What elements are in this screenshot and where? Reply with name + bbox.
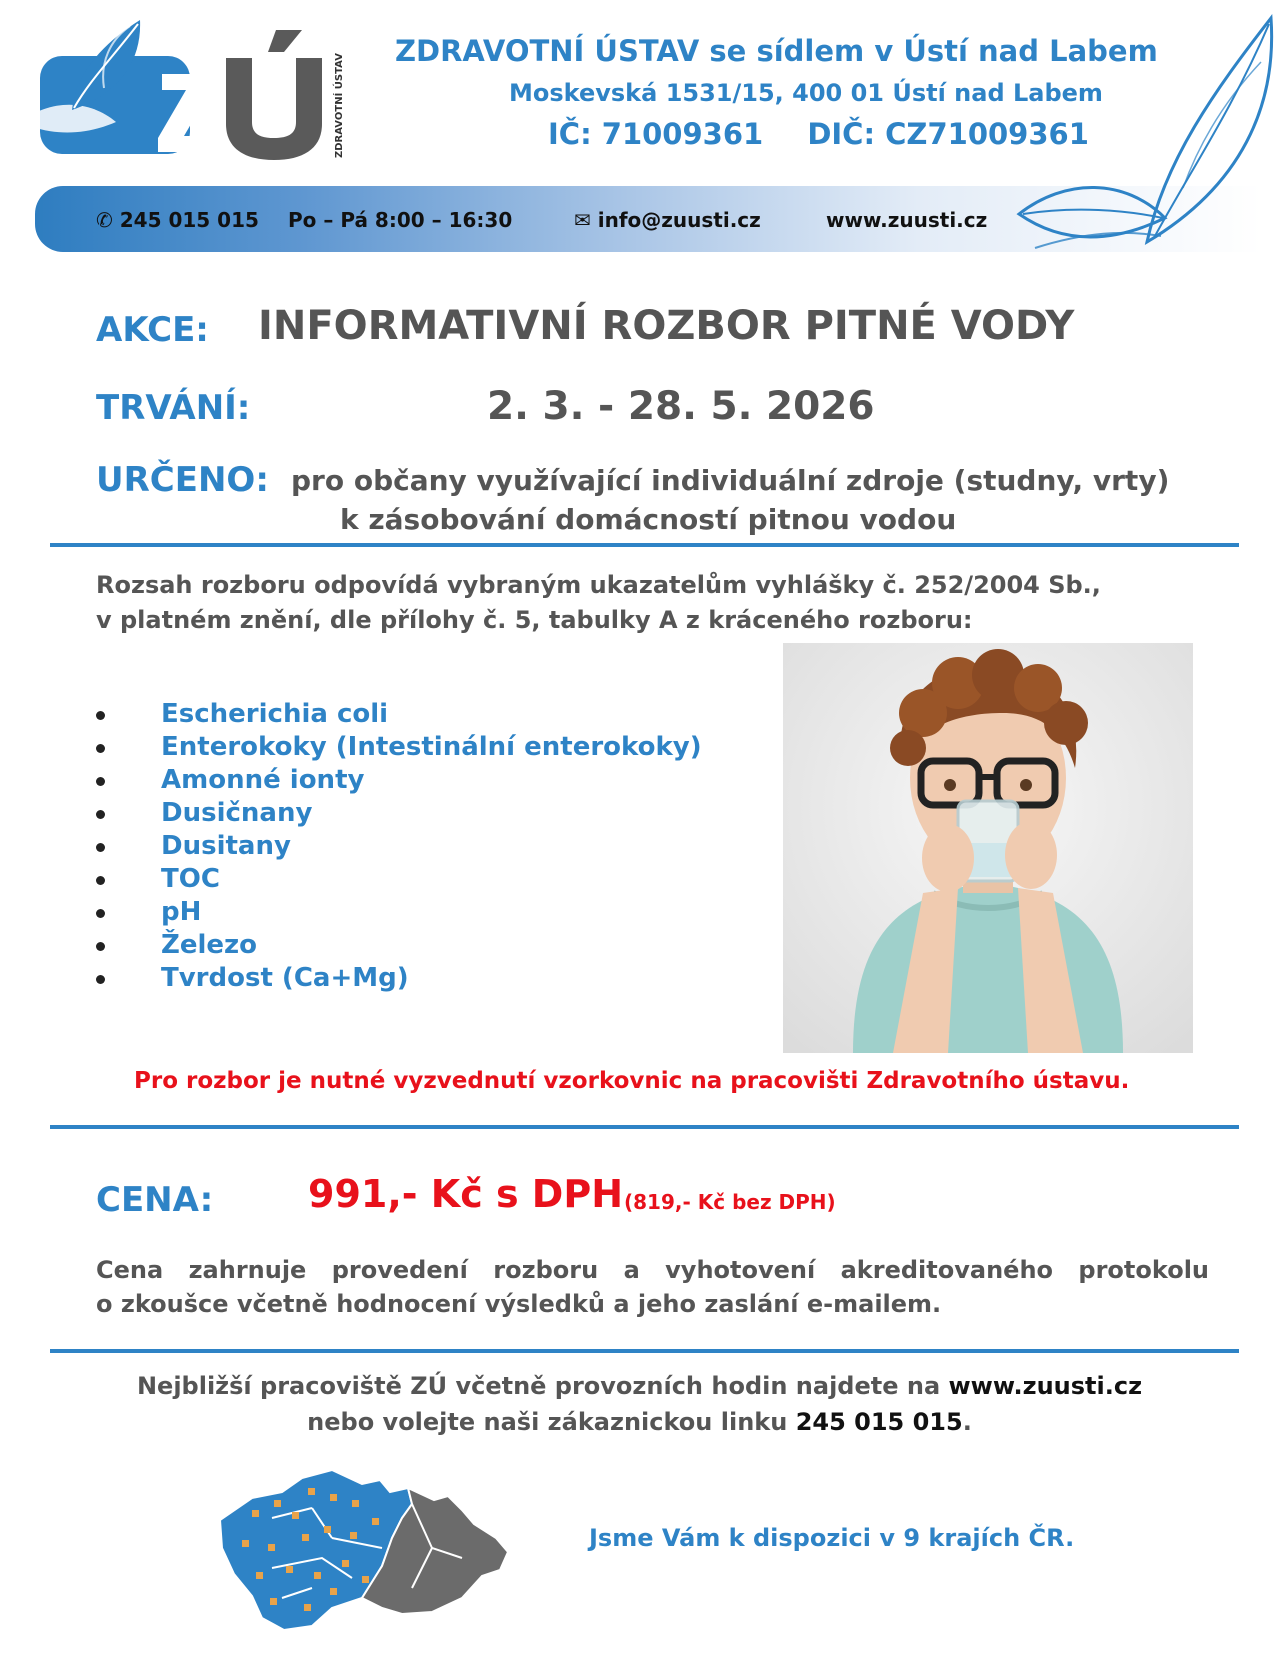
child-drinking-water-photo bbox=[783, 643, 1193, 1053]
contact-email[interactable] bbox=[574, 208, 761, 232]
price-description-line1: Cena zahrnuje provedení rozboru a vyhotovení akreditovaného protokolu bbox=[96, 1256, 1209, 1284]
footer-text: . bbox=[962, 1408, 972, 1436]
zu-logo bbox=[12, 18, 352, 166]
footer-text: nebo volejte naši zákaznickou linku bbox=[307, 1408, 796, 1436]
pickup-notice: Pro rozbor je nutné vyzvednutí vzorkovnic na pracovišti Zdravotního ústavu. bbox=[134, 1068, 1130, 1094]
envelope-icon: ✉ bbox=[574, 208, 591, 232]
parameter-name: Enterokoky (Intestinální enterokoky) bbox=[161, 732, 702, 762]
scope-line2: v platném znění, dle přílohy č. 5, tabulky A z kráceného rozboru: bbox=[96, 606, 973, 634]
footer-phone[interactable]: 245 015 015 bbox=[795, 1408, 963, 1436]
decorative-leaf-icon bbox=[1015, 10, 1277, 262]
bullet-icon bbox=[96, 810, 105, 819]
divider bbox=[50, 1349, 1239, 1353]
bullet-icon bbox=[96, 711, 105, 720]
price-label: CENA: bbox=[96, 1180, 214, 1220]
bullet-icon bbox=[96, 942, 105, 951]
logo-subtext: ZDRAVOTNÍ ÚSTAV bbox=[334, 53, 345, 158]
divider bbox=[50, 1125, 1239, 1129]
price-without-vat: (819,- Kč bez DPH) bbox=[624, 1190, 836, 1214]
target-audience-line1: pro občany využívající individuální zdroje (studny, vrty) bbox=[291, 464, 1170, 497]
price-description-line2: o zkoušce včetně hodnocení výsledků a jeho zaslání e-mailem. bbox=[96, 1290, 942, 1318]
institution-address: Moskevská 1531/15, 400 01 Ústí nad Labem bbox=[509, 79, 1103, 107]
price-with-vat: 991,- Kč s DPH bbox=[308, 1172, 624, 1216]
dic-number: DIČ: CZ71009361 bbox=[807, 117, 1089, 151]
czech-map-icon bbox=[212, 1448, 512, 1638]
parameter-name: Dusitany bbox=[161, 831, 291, 861]
bullet-icon bbox=[96, 744, 105, 753]
parameter-name: Železo bbox=[161, 930, 258, 960]
parameter-name: Amonné ionty bbox=[161, 765, 365, 795]
trvani-label: TRVÁNÍ: bbox=[96, 388, 251, 428]
phone-icon: ✆ bbox=[96, 208, 113, 232]
parameter-name: pH bbox=[161, 897, 202, 927]
urceno-label: URČENO: bbox=[96, 460, 269, 500]
bullet-icon bbox=[96, 777, 105, 786]
parameter-name: TOC bbox=[161, 864, 220, 894]
bullet-icon bbox=[96, 975, 105, 984]
target-audience-line2: k zásobování domácností pitnou vodou bbox=[340, 503, 957, 536]
bullet-icon bbox=[96, 876, 105, 885]
parameter-name: Escherichia coli bbox=[161, 699, 389, 729]
akce-label: AKCE: bbox=[96, 310, 209, 350]
contact-website-link[interactable]: www.zuusti.cz bbox=[826, 208, 988, 232]
contact-email-address: info@zuusti.cz bbox=[597, 208, 761, 232]
campaign-duration: 2. 3. - 28. 5. 2026 bbox=[487, 384, 875, 429]
contact-phone-number: 245 015 015 bbox=[119, 208, 259, 232]
ic-number: IČ: 71009361 bbox=[548, 117, 764, 151]
footer-line1 bbox=[0, 1372, 1279, 1400]
footer-website-link[interactable]: www.zuusti.cz bbox=[948, 1372, 1143, 1400]
contact-hours: Po – Pá 8:00 – 16:30 bbox=[288, 208, 513, 232]
parameter-name: Dusičnany bbox=[161, 798, 313, 828]
regions-availability: Jsme Vám k dispozici v 9 krajích ČR. bbox=[589, 1524, 1075, 1552]
scope-line1: Rozsah rozboru odpovídá vybraným ukazatelům vyhlášky č. 252/2004 Sb., bbox=[96, 571, 1101, 599]
bullet-icon bbox=[96, 843, 105, 852]
divider bbox=[50, 543, 1239, 547]
footer-line2 bbox=[0, 1408, 1279, 1436]
parameter-name: Tvrdost (Ca+Mg) bbox=[161, 963, 409, 993]
footer-text: Nejbližší pracoviště ZÚ včetně provozních hodin najdete na bbox=[136, 1372, 949, 1400]
bullet-icon bbox=[96, 909, 105, 918]
institution-name: ZDRAVOTNÍ ÚSTAV se sídlem v Ústí nad Labem bbox=[395, 34, 1158, 68]
campaign-title: INFORMATIVNÍ ROZBOR PITNÉ VODY bbox=[258, 303, 1075, 349]
contact-phone[interactable] bbox=[96, 208, 259, 232]
